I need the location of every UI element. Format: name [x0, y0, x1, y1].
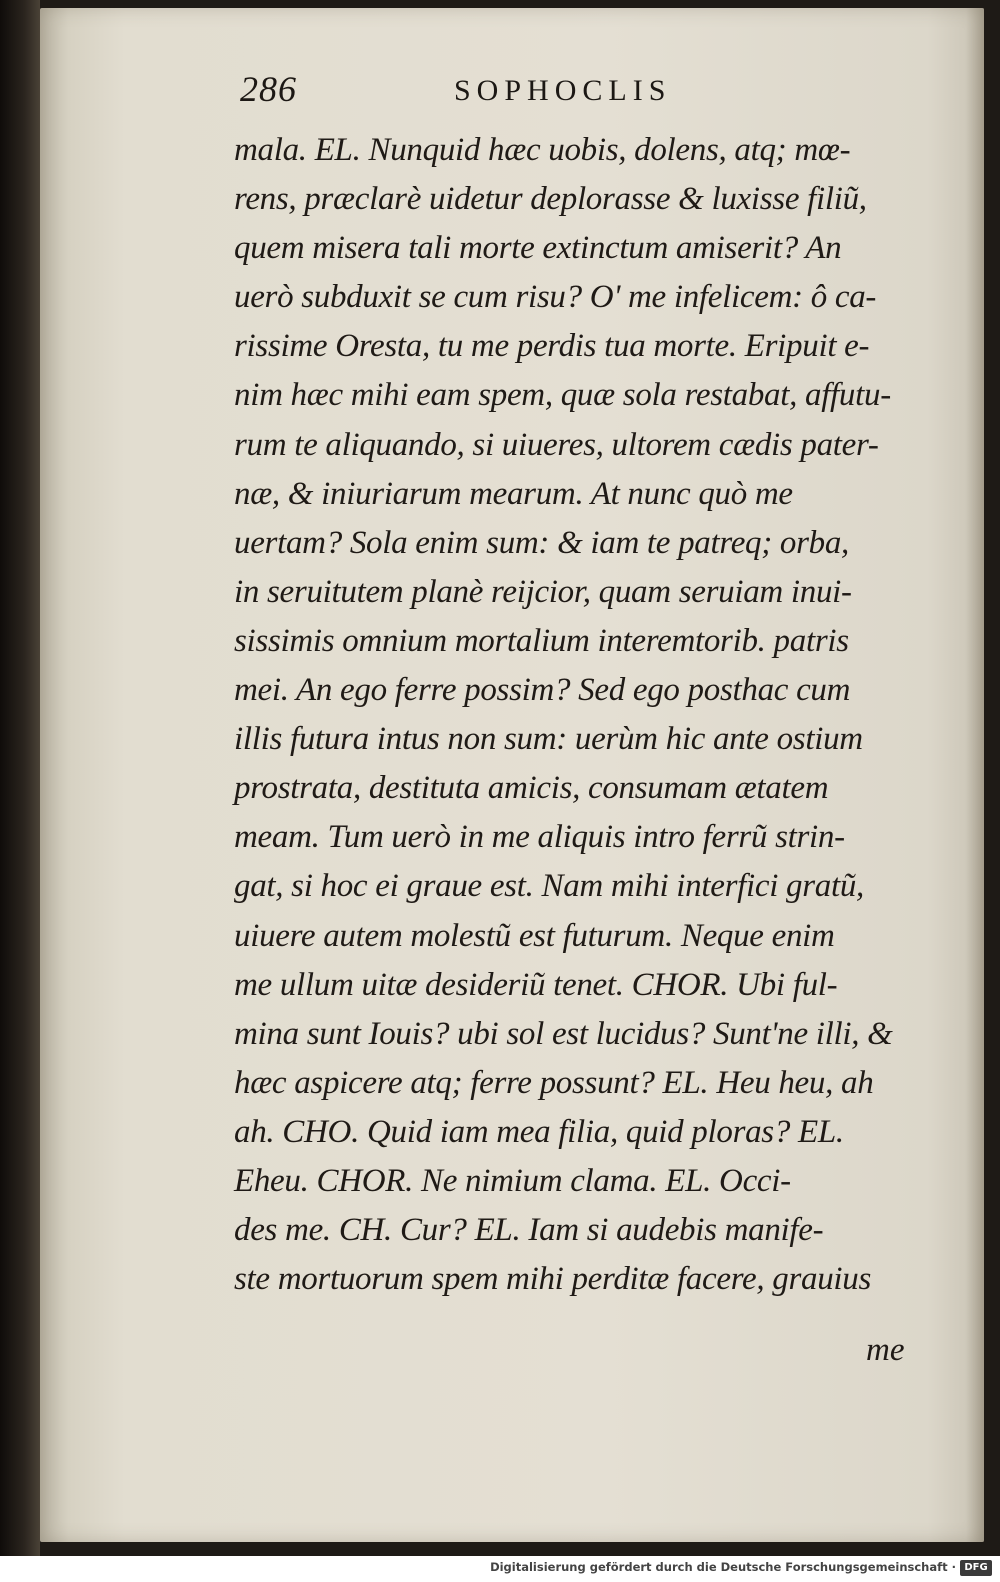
text-line: des me. CH. Cur? EL. Iam si audebis manife-	[234, 1212, 824, 1249]
text-line: in seruitutem planè reijcior, quam seruiam inui-	[234, 573, 852, 610]
dfg-logo-icon: DFG	[960, 1560, 992, 1576]
text-line: nim hæc mihi eam spem, quæ sola restabat, affutu-	[234, 377, 891, 414]
text-line: rissime Oresta, tu me perdis tua morte. Eripuit e-	[234, 328, 870, 365]
book-spine	[0, 0, 40, 1556]
running-head: SOPHOCLIS	[454, 74, 672, 107]
page-header	[240, 68, 760, 118]
text-line: illis futura intus non sum: uerùm hic ante ostium	[234, 721, 863, 758]
text-line: Eheu. CHOR. Ne nimium clama. EL. Occi-	[234, 1162, 791, 1199]
digitization-footer	[0, 1556, 1000, 1582]
catchword: me	[866, 1332, 905, 1368]
text-line: uiuere autem molestũ est futurum. Neque enim	[234, 917, 835, 954]
funding-credit: Digitalisierung gefördert durch die Deutsche Forschungsgemeinschaft ·	[490, 1560, 956, 1574]
text-line: ste mortuorum spem mihi perditæ facere, grauius	[234, 1261, 872, 1298]
text-line: prostrata, destituta amicis, consumam ætatem	[234, 770, 829, 807]
body-text	[234, 126, 924, 1304]
text-line: gat, si hoc ei graue est. Nam mihi interfici gratũ,	[234, 868, 864, 905]
text-line: næ, & iniuriarum mearum. At nunc quò me	[234, 475, 793, 512]
text-line: me ullum uitæ desideriũ tenet. CHOR. Ubi ful-	[234, 966, 838, 1003]
text-line: rens, præclarè uidetur deplorasse & luxisse filiũ,	[234, 181, 867, 218]
text-line: mei. An ego ferre possim? Sed ego posthac cum	[234, 672, 851, 709]
page-edge-shadow	[966, 8, 984, 1542]
text-line: rum te aliquando, si uiueres, ultorem cædis pater-	[234, 426, 879, 463]
text-line: uertam? Sola enim sum: & iam te patreq; orba,	[234, 524, 849, 561]
text-line: mina sunt Iouis? ubi sol est lucidus? Sunt'ne illi, &	[234, 1015, 893, 1052]
text-line: mala. EL. Nunquid hæc uobis, dolens, atq; mœ-	[234, 132, 851, 168]
text-line: sissimis omnium mortalium interemtorib. patris	[234, 622, 849, 659]
page-number: 286	[240, 69, 297, 109]
text-line: ah. CHO. Quid iam mea filia, quid ploras? EL.	[234, 1113, 844, 1150]
text-line: meam. Tum uerò in me aliquis intro ferrũ strin-	[234, 819, 845, 856]
text-line: uerò subduxit se cum risu? O' me infelicem: ô ca-	[234, 279, 877, 316]
text-line: quem misera tali morte extinctum amiserit? An	[234, 230, 842, 267]
text-line: hæc aspicere atq; ferre possunt? EL. Heu heu, ah	[234, 1064, 874, 1101]
